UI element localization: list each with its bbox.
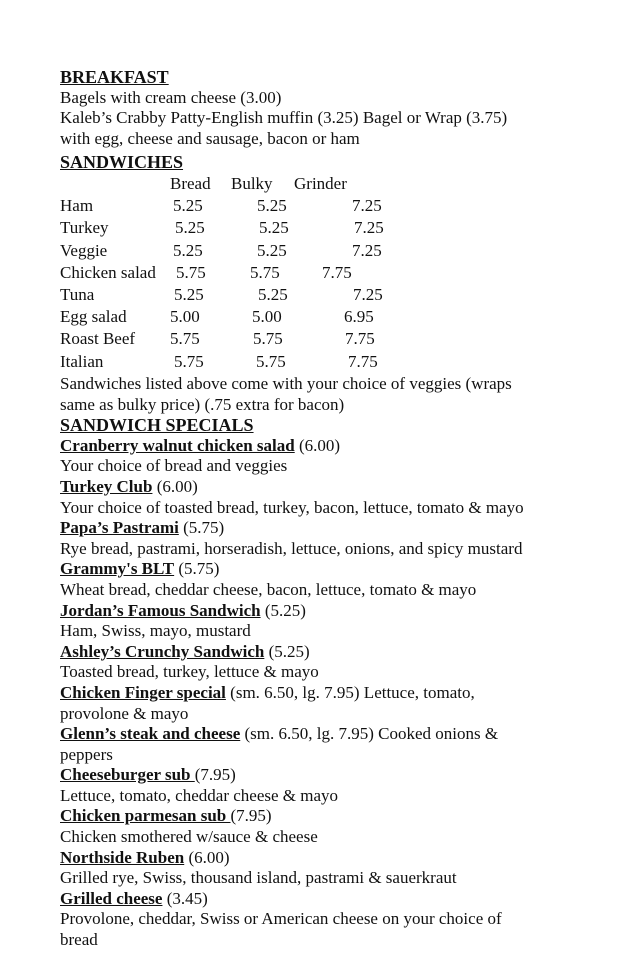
special-price: (6.00) [184, 847, 230, 867]
column-header-bread: Bread [170, 174, 211, 193]
column-header-grinder: Grinder [294, 174, 347, 193]
special-desc: Chicken smothered w/sauce & cheese [60, 827, 318, 847]
special-desc: Provolone, cheddar, Swiss or American cheese on your choice of [60, 909, 502, 929]
price-bulky: 5.75 [250, 262, 280, 282]
breakfast-line: Kaleb’s Crabby Patty-English muffin (3.25) Bagel or Wrap (3.75) [60, 108, 508, 128]
special-title-line [60, 848, 620, 869]
special-desc: Your choice of toasted bread, turkey, bacon, lettuce, tomato & mayo [60, 497, 524, 517]
price-grinder: 7.75 [348, 351, 378, 371]
sandwich-name: Italian [60, 351, 104, 371]
special-price: (6.00) [152, 476, 198, 496]
price-bulky: 5.75 [256, 351, 286, 371]
special-name: Grammy's BLT [60, 559, 175, 579]
table-row [60, 240, 620, 262]
sandwich-name: Ham [60, 196, 94, 216]
table-row [60, 262, 620, 284]
price-bulky: 5.25 [258, 284, 288, 304]
special-title-line [60, 518, 620, 539]
special-title-line [60, 765, 620, 786]
price-bulky: 5.25 [259, 218, 289, 238]
price-bulky: 5.75 [253, 329, 283, 349]
table-row [60, 195, 620, 217]
special-price: (7.95) [230, 806, 272, 826]
price-grinder: 7.25 [352, 196, 382, 216]
special-price: (sm. 6.50, lg. 7.95) Lettuce, tomato, [225, 682, 475, 702]
specials-section [60, 374, 620, 951]
price-bread: 5.25 [175, 218, 205, 238]
special-title-line [60, 889, 620, 910]
price-grinder: 6.95 [344, 307, 374, 327]
special-price: (6.00) [294, 435, 341, 455]
price-bread: 5.75 [170, 329, 200, 349]
table-row [60, 217, 620, 239]
special-desc: Wheat bread, cheddar cheese, bacon, lettuce, tomato & mayo [60, 579, 477, 599]
special-desc: Grilled rye, Swiss, thousand island, pastrami & sauerkraut [60, 868, 457, 888]
price-grinder: 7.75 [345, 329, 375, 349]
special-title-line [60, 642, 620, 663]
sandwich-name: Chicken salad [60, 262, 156, 282]
special-name: Northside Ruben [60, 847, 185, 867]
special-name: Turkey Club [60, 476, 153, 496]
breakfast-heading: BREAKFAST [60, 67, 169, 87]
sandwich-name: Turkey [60, 218, 109, 238]
breakfast-line: Bagels with cream cheese (3.00) [60, 87, 282, 107]
special-desc: Rye bread, pastrami, horseradish, lettuce, onions, and spicy mustard [60, 538, 523, 558]
price-bread: 5.75 [176, 262, 206, 282]
special-desc: Your choice of bread and veggies [60, 456, 288, 476]
special-title-line [60, 724, 620, 745]
sandwich-name: Tuna [60, 284, 95, 304]
special-title-line [60, 559, 620, 580]
price-bread: 5.25 [173, 196, 203, 216]
breakfast-section [60, 67, 620, 149]
specials-heading: SANDWICH SPECIALS [60, 415, 254, 436]
price-bread: 5.75 [174, 351, 204, 371]
special-desc: provolone & mayo [60, 703, 189, 723]
sandwich-note: same as bulky price) (.75 extra for bacon) [60, 394, 345, 414]
special-price: (3.45) [162, 888, 208, 908]
special-name: Papa’s Pastrami [60, 518, 179, 538]
breakfast-line: with egg, cheese and sausage, bacon or ham [60, 128, 360, 148]
special-name: Chicken Finger special [60, 682, 226, 702]
table-row [60, 284, 620, 306]
special-desc: Lettuce, tomato, cheddar cheese & mayo [60, 785, 339, 805]
price-bread: 5.25 [174, 284, 204, 304]
price-grinder: 7.25 [354, 218, 384, 238]
special-name: Chicken parmesan sub [60, 806, 231, 826]
price-grinder: 7.25 [352, 240, 382, 260]
special-price: (7.95) [194, 765, 236, 785]
special-title-line [60, 436, 620, 457]
sandwich-name: Roast Beef [60, 329, 136, 349]
price-bread: 5.25 [173, 240, 203, 260]
column-header-bulky: Bulky [231, 174, 273, 193]
sandwiches-heading: SANDWICHES [60, 152, 184, 172]
special-name: Ashley’s Crunchy Sandwich [60, 641, 265, 661]
special-title-line [60, 601, 620, 622]
special-desc: peppers [60, 744, 113, 764]
special-name: Cheeseburger sub [60, 765, 195, 785]
sandwich-price-table [60, 173, 620, 373]
price-bulky: 5.25 [257, 196, 287, 216]
special-name: Jordan’s Famous Sandwich [60, 600, 261, 620]
special-name: Glenn’s steak and cheese [60, 724, 241, 744]
special-price: (5.25) [264, 641, 310, 661]
table-row [60, 328, 620, 350]
sandwich-name: Veggie [60, 240, 108, 260]
special-title-line [60, 806, 620, 827]
special-desc: bread [60, 930, 98, 950]
sandwiches-heading-block [60, 152, 620, 173]
special-desc: Toasted bread, turkey, lettuce & mayo [60, 662, 319, 682]
sandwich-note: Sandwiches listed above come with your choice of veggies (wraps [60, 374, 512, 393]
special-title-line [60, 477, 620, 498]
special-desc: Ham, Swiss, mayo, mustard [60, 621, 251, 641]
table-header-row [60, 173, 620, 195]
sandwich-name: Egg salad [60, 307, 127, 327]
price-bulky: 5.00 [252, 307, 282, 327]
price-grinder: 7.25 [353, 284, 383, 304]
special-price: (5.75) [178, 518, 225, 538]
price-bulky: 5.25 [257, 240, 287, 260]
table-row [60, 351, 620, 373]
table-row [60, 306, 620, 328]
special-name: Grilled cheese [60, 888, 163, 908]
special-price: (5.25) [260, 600, 306, 620]
special-title-line [60, 683, 620, 704]
special-name: Cranberry walnut chicken salad [60, 435, 295, 455]
special-price: (sm. 6.50, lg. 7.95) Cooked onions & [240, 724, 499, 744]
special-price: (5.75) [174, 559, 220, 579]
price-bread: 5.00 [170, 307, 200, 327]
price-grinder: 7.75 [322, 262, 352, 282]
